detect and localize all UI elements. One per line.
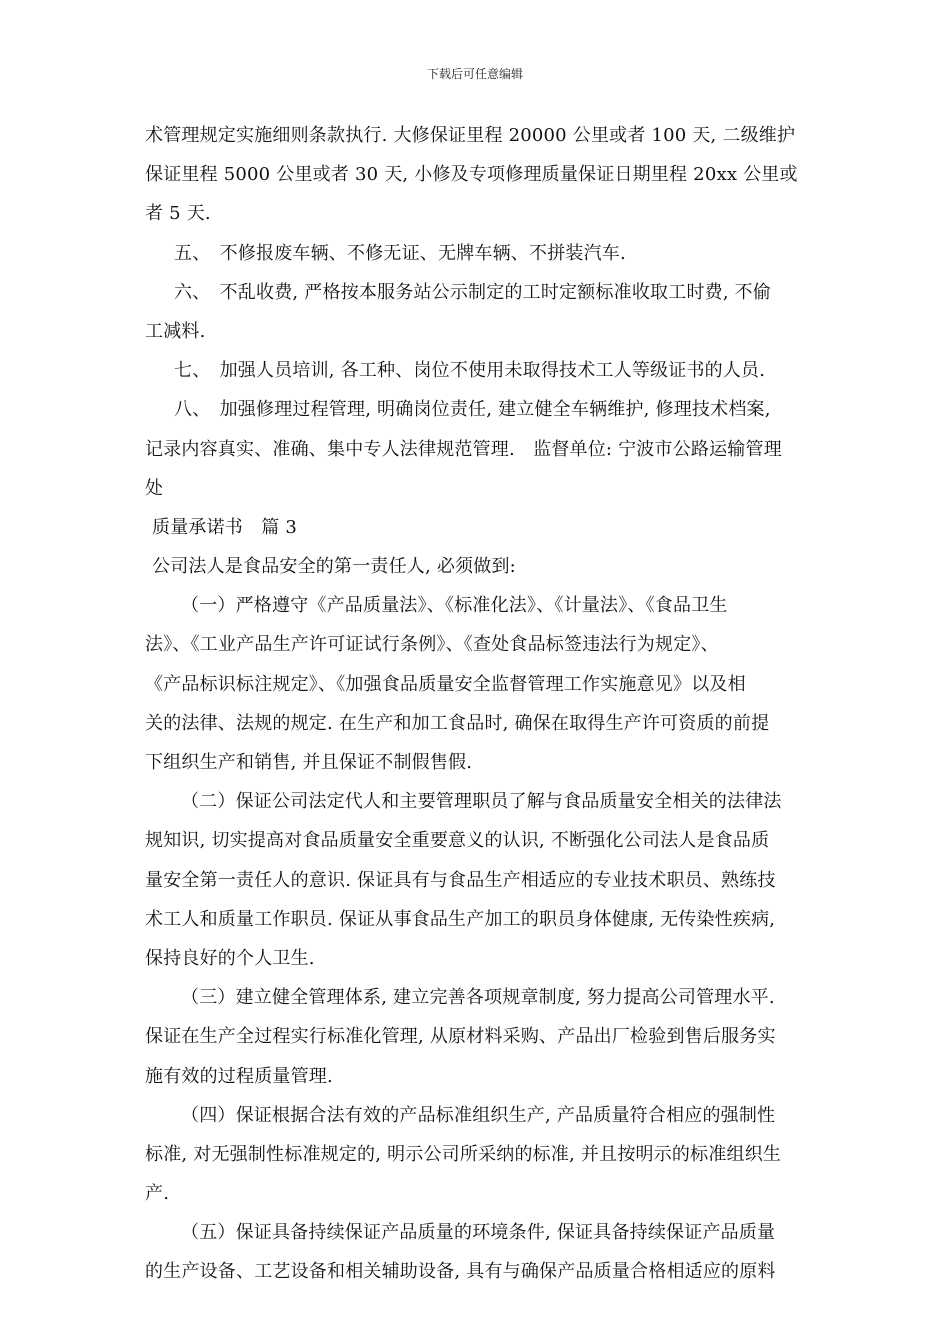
clause-1-line: （一）严格遵守《产品质量法》、《标准化法》、《计量法》、《食品卫生 xyxy=(181,595,728,617)
list-item-8: 八、 加强修理过程管理, 明确岗位责任, 建立健全车辆维护, 修理技术档案, xyxy=(174,399,771,421)
clause-5-line: （五）保证具备持续保证产品质量的环境条件, 保证具备持续保证产品质量 xyxy=(181,1222,776,1244)
paragraph-line: 《产品标识标注规定》、《加强食品质量安全监督管理工作实施意见》以及相 xyxy=(145,673,746,695)
paragraph-line: 关的法律、法规的规定. 在生产和加工食品时, 确保在取得生产许可资质的前提 xyxy=(145,712,770,734)
clause-3-line: （三）建立健全管理体系, 建立完善各项规章制度, 努力提高公司管理水平. xyxy=(181,987,775,1009)
section-heading: 质量承诺书 篇 3 xyxy=(152,516,297,538)
paragraph-line: 工减料. xyxy=(145,320,206,342)
paragraph-line: 术管理规定实施细则条款执行. 大修保证里程 20000 公里或者 100 天, 二级维护 xyxy=(145,125,796,146)
paragraph-line: 保证里程 5000 公里或者 30 天, 小修及专项修理质量保证日期里程 20xx 公里或 xyxy=(145,164,798,186)
list-item-5: 五、 不修报废车辆、不修无证、无牌车辆、不拼装汽车. xyxy=(174,242,626,264)
paragraph-line: 保证在生产全过程实行标准化管理, 从原材料采购、产品出厂检验到售后服务实 xyxy=(145,1026,776,1048)
paragraph-line: 术工人和质量工作职员. 保证从事食品生产加工的职员身体健康, 无传染性疾病, xyxy=(145,908,776,930)
intro-line: 公司法人是食品安全的第一责任人, 必须做到: xyxy=(152,556,516,578)
paragraph-line: 记录内容真实、准确、集中专人法律规范管理. 监督单位: 宁波市公路运输管理 xyxy=(145,438,782,460)
clause-2-line: （二）保证公司法定代人和主要管理职员了解与食品质量安全相关的法律法 xyxy=(181,791,782,813)
document-body xyxy=(145,116,809,1292)
paragraph-line: 者 5 天. xyxy=(145,203,211,225)
paragraph-line: 法》、《工业产品生产许可证试行条例》、《查处食品标签违法行为规定》、 xyxy=(145,634,719,656)
clause-4-line: （四）保证根据合法有效的产品标准组织生产, 产品质量符合相应的强制性 xyxy=(181,1104,776,1126)
paragraph-line: 下组织生产和销售, 并且保证不制假售假. xyxy=(145,752,473,773)
page-header: 下载后可任意编辑 xyxy=(426,67,523,81)
paragraph-line: 施有效的过程质量管理. xyxy=(145,1065,333,1087)
list-item-6: 六、 不乱收费, 严格按本服务站公示制定的工时定额标准收取工时费, 不偷 xyxy=(174,281,772,303)
paragraph-line: 规知识, 切实提高对食品质量安全重要意义的认识, 不断强化公司法人是食品质 xyxy=(145,830,770,852)
paragraph-line: 的生产设备、工艺设备和相关辅助设备, 具有与确保产品质量合格相适应的原料 xyxy=(145,1261,776,1283)
paragraph-line: 产. xyxy=(145,1183,170,1205)
paragraph-line: 标准, 对无强制性标准规定的, 明示公司所采纳的标准, 并且按明示的标准组织生 xyxy=(145,1143,782,1165)
paragraph-line: 量安全第一责任人的意识. 保证具有与食品生产相适应的专业技术职员、熟练技 xyxy=(145,869,776,891)
list-item-7: 七、 加强人员培训, 各工种、岗位不使用未取得技术工人等级证书的人员. xyxy=(174,360,766,382)
paragraph-line: 处 xyxy=(145,477,164,499)
paragraph-line: 保持良好的个人卫生. xyxy=(145,947,315,969)
